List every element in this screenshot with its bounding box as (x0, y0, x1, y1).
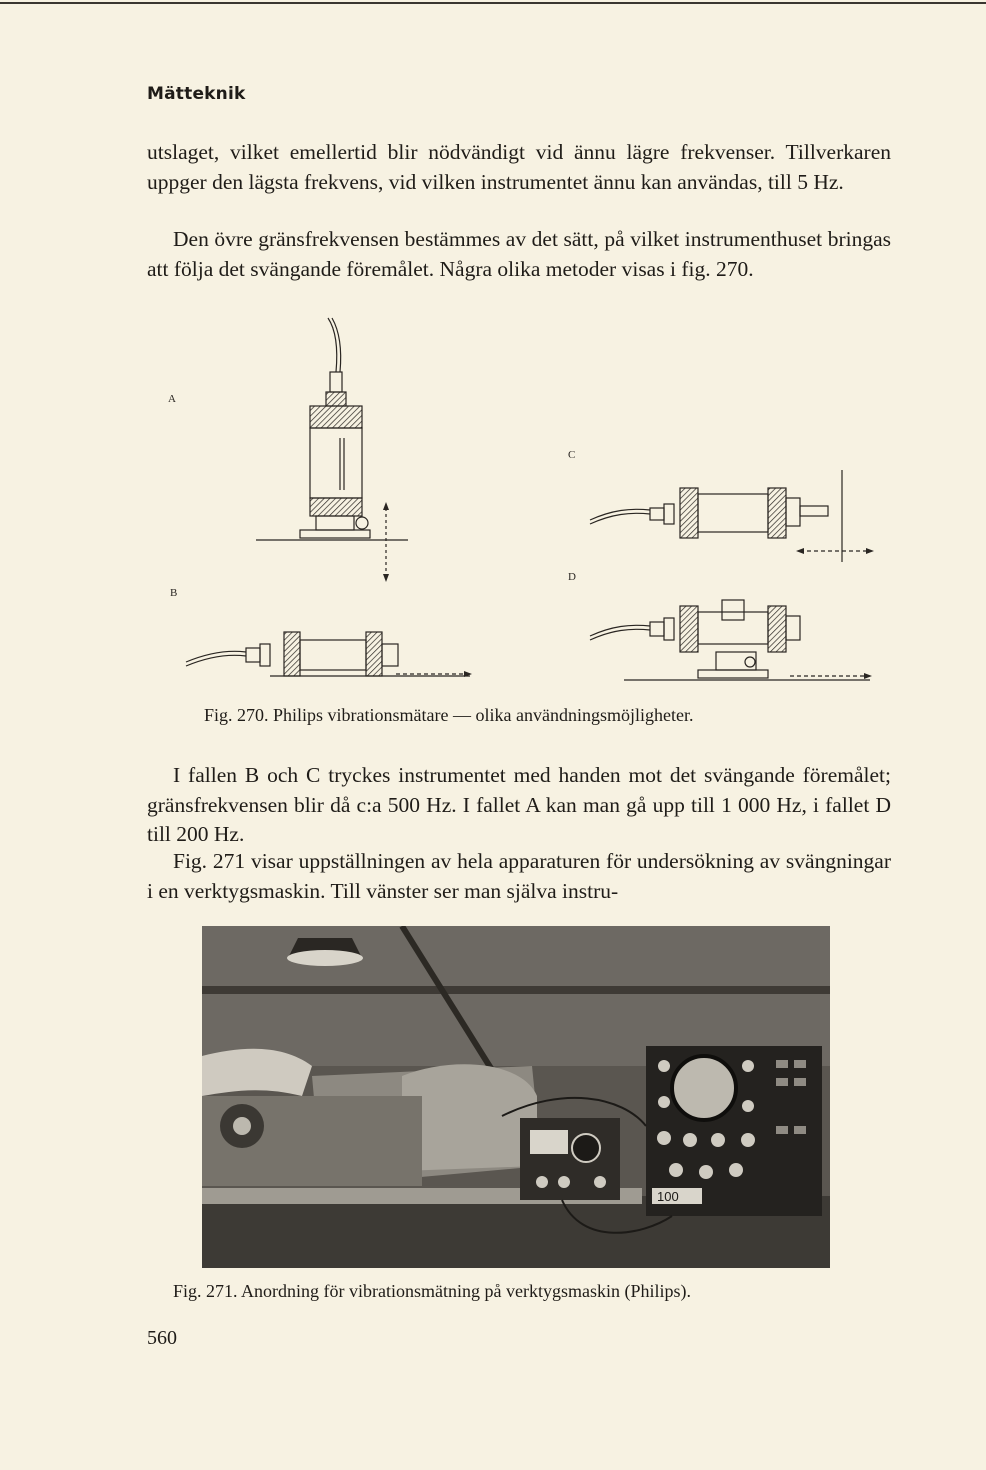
oscilloscope (646, 1046, 822, 1216)
paragraph-3: I fallen B och C tryckes instrumentet med handen mot det svängande föremålet; gränsfrekvensen blir då c:a 500 Hz. I fallet A kan man gå upp till 1 000 Hz, i fallet D till 200 Hz. (147, 763, 891, 846)
instrument-b-drawing (186, 632, 472, 677)
paragraph-1: utslaget, vilket emellertid blir nödvändigt vid ännu lägre frekvenser. Tillverkaren uppger den lägsta frekvens, vid vilken instrumentet ännu kan användas, till 5 Hz. (147, 140, 891, 194)
figure-270-caption: Fig. 270. Philips vibrationsmätare — olika användningsmöjligheter. (204, 705, 694, 725)
page-number: 560 (147, 1327, 177, 1349)
top-rule (0, 2, 986, 4)
instrument-d-drawing (590, 600, 872, 680)
figure-271-caption: Fig. 271. Anordning för vibrationsmätning på verktygsmaskin (Philips). (173, 1281, 691, 1301)
dial-label: 100 (657, 1189, 679, 1204)
instrument-a-drawing (256, 318, 408, 582)
label-c: C (568, 449, 576, 461)
paragraph-4: Fig. 271 visar uppställningen av hela apparaturen för undersökning av svängningar i en verktygsmaskin. Till vänster ser man själva instru- (147, 849, 891, 903)
label-a: A (168, 393, 176, 405)
paragraph-2: Den övre gränsfrekvensen bestämmes av det sätt, på vilket instrumenthuset bringas att följa det svängande föremålet. Några olika metoder visas i fig. 270. (147, 227, 891, 281)
figure-270 (150, 310, 890, 700)
instrument-c-drawing (590, 470, 874, 562)
figure-271-photo (202, 926, 830, 1268)
label-d: D (568, 571, 576, 583)
label-b: B (170, 587, 178, 599)
small-meter-box (520, 1118, 620, 1200)
running-head: Mätteknik (147, 84, 246, 104)
